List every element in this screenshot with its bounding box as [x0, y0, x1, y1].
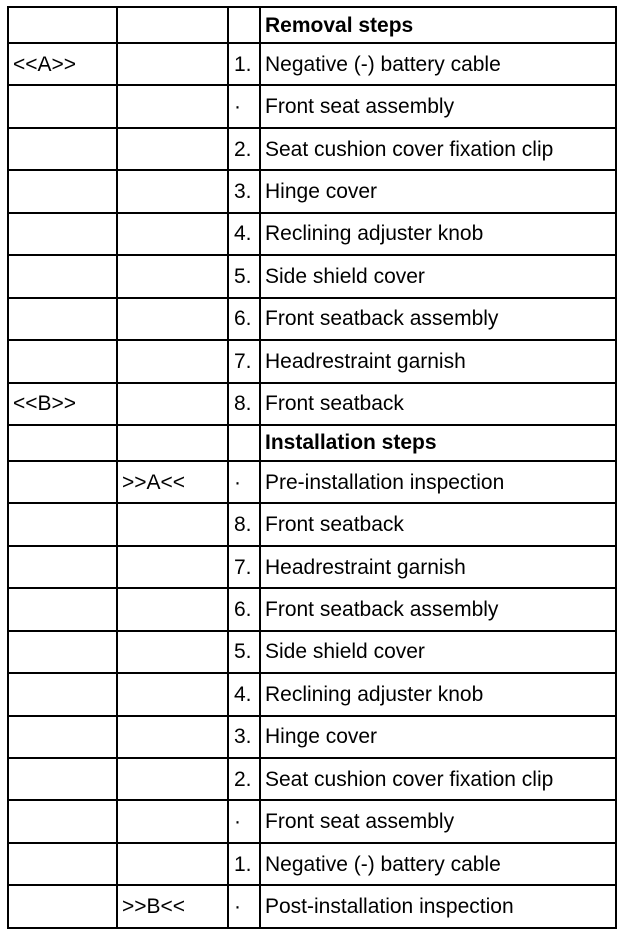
step-number-cell	[228, 425, 260, 461]
installation-reference-cell	[117, 588, 228, 630]
removal-reference-cell	[8, 298, 117, 340]
step-name-cell: Reclining adjuster knob	[260, 213, 616, 255]
step-number-cell: 1.	[228, 43, 260, 85]
removal-reference-cell	[8, 673, 117, 715]
step-name-cell: Front seatback	[260, 503, 616, 545]
step-number-cell	[228, 7, 260, 43]
table-row	[8, 383, 616, 425]
table-row	[8, 758, 616, 800]
table-row	[8, 631, 616, 673]
table-row	[8, 885, 616, 927]
table-row	[8, 716, 616, 758]
step-name-cell: Side shield cover	[260, 631, 616, 673]
table-row	[8, 546, 616, 588]
table-row	[8, 298, 616, 340]
step-name-cell: Reclining adjuster knob	[260, 673, 616, 715]
installation-reference-cell	[117, 843, 228, 885]
removal-reference-cell	[8, 340, 117, 382]
removal-reference-cell	[8, 255, 117, 297]
installation-reference-cell: >>B<<	[117, 885, 228, 927]
installation-reference-cell	[117, 716, 228, 758]
step-name-cell: Hinge cover	[260, 716, 616, 758]
removal-reference-cell: <<A>>	[8, 43, 117, 85]
step-number-cell: 8.	[228, 503, 260, 545]
step-name-cell: Front seatback assembly	[260, 588, 616, 630]
step-name-cell: Front seat assembly	[260, 800, 616, 842]
removal-reference-cell	[8, 716, 117, 758]
table-row	[8, 503, 616, 545]
step-name-cell: Front seat assembly	[260, 85, 616, 127]
installation-reference-cell	[117, 128, 228, 170]
step-name-cell: Headrestraint garnish	[260, 340, 616, 382]
installation-reference-cell	[117, 631, 228, 673]
removal-reference-cell	[8, 800, 117, 842]
installation-reference-cell	[117, 673, 228, 715]
table-row	[8, 588, 616, 630]
installation-reference-cell	[117, 43, 228, 85]
removal-reference-cell	[8, 7, 117, 43]
removal-reference-cell	[8, 588, 117, 630]
step-number-cell: 3.	[228, 716, 260, 758]
removal-reference-cell	[8, 170, 117, 212]
removal-reference-cell	[8, 128, 117, 170]
step-number-cell: 5.	[228, 631, 260, 673]
step-name-cell: Pre-installation inspection	[260, 461, 616, 503]
section-heading-row	[8, 425, 616, 461]
table-row	[8, 461, 616, 503]
installation-reference-cell	[117, 255, 228, 297]
removal-reference-cell	[8, 885, 117, 927]
installation-reference-cell	[117, 170, 228, 212]
table-row	[8, 85, 616, 127]
installation-reference-cell	[117, 503, 228, 545]
step-number-cell: 6.	[228, 298, 260, 340]
step-name-cell: Post-installation inspection	[260, 885, 616, 927]
installation-reference-cell	[117, 758, 228, 800]
table-row	[8, 128, 616, 170]
step-number-cell: 2.	[228, 128, 260, 170]
table-row	[8, 800, 616, 842]
step-name-cell: Hinge cover	[260, 170, 616, 212]
removal-reference-cell	[8, 843, 117, 885]
step-name-cell: Negative (-) battery cable	[260, 43, 616, 85]
section-heading: Installation steps	[260, 425, 616, 461]
removal-reference-cell	[8, 631, 117, 673]
step-name-cell: Negative (-) battery cable	[260, 843, 616, 885]
installation-reference-cell	[117, 213, 228, 255]
table-row	[8, 43, 616, 85]
step-name-cell: Seat cushion cover fixation clip	[260, 128, 616, 170]
installation-reference-cell	[117, 383, 228, 425]
step-name-cell: Headrestraint garnish	[260, 546, 616, 588]
step-number-cell: ·	[228, 885, 260, 927]
step-number-cell: ·	[228, 800, 260, 842]
table-row	[8, 170, 616, 212]
removal-reference-cell: <<B>>	[8, 383, 117, 425]
table-row	[8, 340, 616, 382]
section-heading-row	[8, 7, 616, 43]
table-row	[8, 255, 616, 297]
removal-reference-cell	[8, 85, 117, 127]
steps-table	[7, 6, 617, 929]
step-number-cell: ·	[228, 461, 260, 503]
removal-reference-cell	[8, 546, 117, 588]
step-number-cell: 4.	[228, 673, 260, 715]
step-number-cell: 8.	[228, 383, 260, 425]
installation-reference-cell	[117, 7, 228, 43]
section-heading: Removal steps	[260, 7, 616, 43]
step-name-cell: Front seatback assembly	[260, 298, 616, 340]
removal-reference-cell	[8, 461, 117, 503]
installation-reference-cell	[117, 85, 228, 127]
step-number-cell: 7.	[228, 340, 260, 382]
step-number-cell: 3.	[228, 170, 260, 212]
installation-reference-cell	[117, 340, 228, 382]
table-row	[8, 213, 616, 255]
step-number-cell: 6.	[228, 588, 260, 630]
step-number-cell: 4.	[228, 213, 260, 255]
table-row	[8, 843, 616, 885]
installation-reference-cell: >>A<<	[117, 461, 228, 503]
step-name-cell: Seat cushion cover fixation clip	[260, 758, 616, 800]
removal-reference-cell	[8, 213, 117, 255]
step-name-cell: Side shield cover	[260, 255, 616, 297]
step-number-cell: 1.	[228, 843, 260, 885]
step-number-cell: ·	[228, 85, 260, 127]
installation-reference-cell	[117, 425, 228, 461]
removal-reference-cell	[8, 503, 117, 545]
installation-reference-cell	[117, 298, 228, 340]
step-number-cell: 5.	[228, 255, 260, 297]
installation-reference-cell	[117, 546, 228, 588]
removal-reference-cell	[8, 758, 117, 800]
step-name-cell: Front seatback	[260, 383, 616, 425]
step-number-cell: 7.	[228, 546, 260, 588]
step-number-cell: 2.	[228, 758, 260, 800]
table-row	[8, 673, 616, 715]
installation-reference-cell	[117, 800, 228, 842]
steps-table-body	[8, 7, 616, 928]
removal-reference-cell	[8, 425, 117, 461]
